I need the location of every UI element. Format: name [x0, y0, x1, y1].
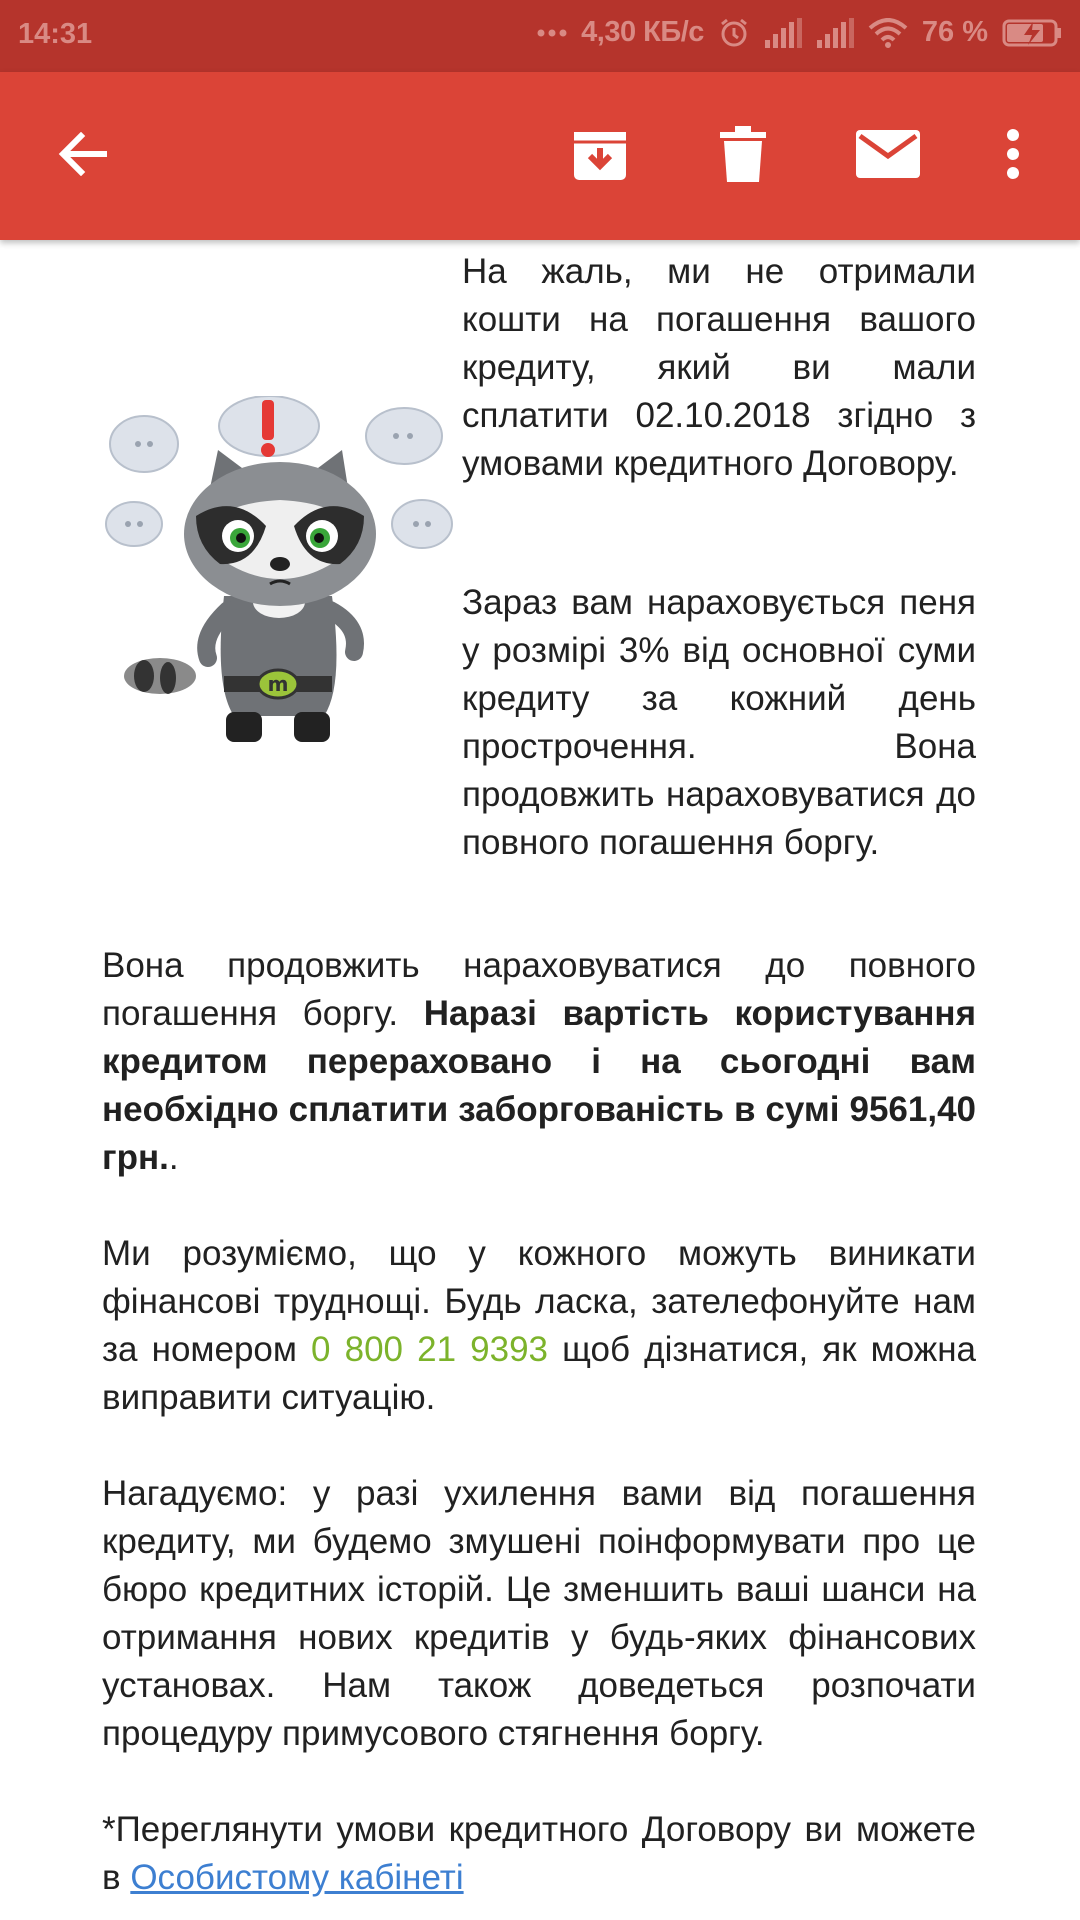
archive-icon [572, 126, 628, 187]
battery-level: 76 % [921, 16, 988, 48]
delete-button[interactable] [695, 108, 791, 204]
cost-tail-text: . [168, 1138, 179, 1177]
delete-icon [720, 126, 766, 187]
cost-lead-text: Вона продовжить нараховуватися до повного погашення боргу. [102, 946, 976, 1033]
email-paragraph-intro: На жаль, ми не отримали кошти на погашення вашого кредиту, який ви мали сплатити 02.10.2018 згідно з умовами кредитного Договору. [462, 252, 976, 483]
mark-unread-button[interactable] [840, 108, 936, 204]
status-indicators [537, 16, 1062, 49]
email-paragraph-terms [102, 1806, 976, 1902]
terms-lead-text: *Переглянути умови кредитного Договору ви можете в [102, 1810, 976, 1897]
back-arrow-icon [57, 132, 107, 181]
personal-account-link[interactable]: Особистому кабінеті [130, 1858, 464, 1897]
status-time: 14:31 [18, 18, 93, 50]
network-speed: 4,30 КБ/с [581, 16, 704, 48]
back-button[interactable] [34, 108, 130, 204]
call-tail-text: щоб дізнатися, як можна виправити ситуацію. [102, 1330, 977, 1417]
alarm-icon [718, 17, 750, 49]
more-options-button[interactable] [965, 108, 1061, 204]
signal-icon [816, 18, 854, 48]
email-paragraph-reminder: Нагадуємо: у разі ухилення вами від погашення кредиту, ми будемо змушені поінформувати про це бюро кредитних історій. Це зменшить ваші шанси на отримання нових кредитів у будь-яких фінансових установах. Нам також доведеться розпочати процедуру примусового стягнення боргу. [102, 1474, 976, 1753]
status-bar [0, 0, 1080, 72]
dots-icon [537, 28, 567, 38]
svg-text:m: m [267, 672, 289, 696]
app-bar [0, 72, 1080, 240]
battery-charging-icon [1002, 18, 1062, 48]
mail-icon [856, 130, 920, 183]
more-vert-icon [1006, 129, 1020, 184]
call-lead-text: Ми розуміємо, що у кожного можуть виникати фінансові труднощі. Будь ласка, зателефонуйте нам за номером [102, 1234, 976, 1369]
archive-button[interactable] [552, 108, 648, 204]
phone-number-link[interactable]: 0 800 21 9393 [311, 1330, 549, 1369]
email-paragraph-call [102, 1230, 976, 1422]
debt-amount-text: Наразі вартість користування кредитом перераховано і на сьогодні вам необхідно сплатити заборгованість в сумі 9561,40 грн. [102, 994, 976, 1177]
signal-icon [764, 18, 802, 48]
wifi-icon [868, 18, 908, 48]
email-body [0, 240, 1080, 1920]
email-paragraph-penalty: Зараз вам нараховується пеня у розмірі 3% від основної суми кредиту за кожний день прострочення. Вона продовжить нараховуватися до повного погашення боргу. [462, 583, 976, 862]
email-paragraph-cost [102, 942, 976, 1182]
raccoon-mascot-image [104, 396, 460, 746]
